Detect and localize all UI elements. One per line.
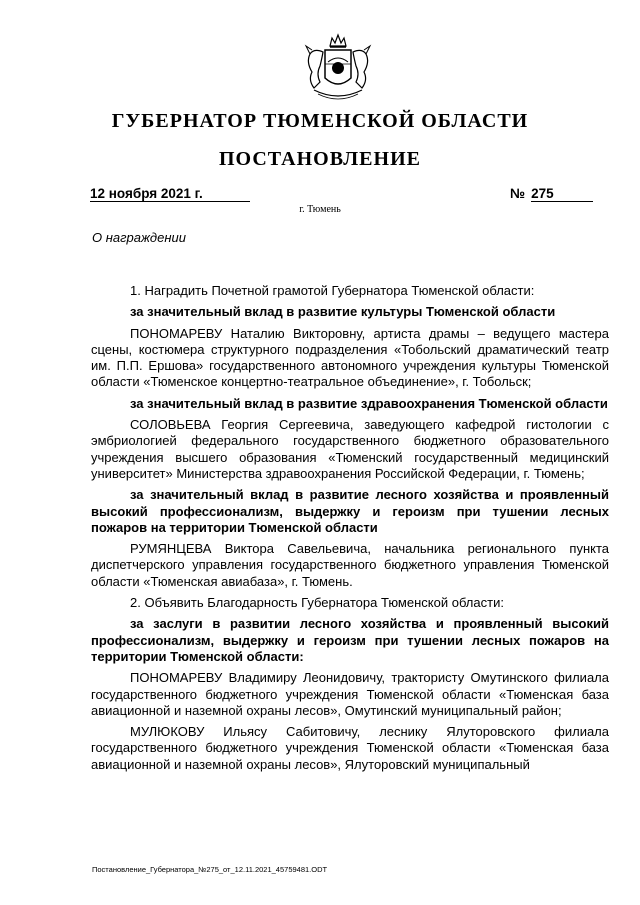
document-type: ПОСТАНОВЛЕНИЕ [219,148,421,170]
document-city: г. Тюмень [299,204,341,215]
award-category-culture: за значительный вклад в развитие культуры Тюменской области [130,304,556,320]
document-body [91,283,609,773]
authority-title: ГУБЕРНАТОР ТЮМЕНСКОЙ ОБЛАСТИ [111,110,529,132]
paragraph-item-1: 1. Наградить Почетной грамотой Губернатора Тюменской области: [130,283,535,298]
number-label: № [510,186,526,201]
award-category-health: за значительный вклад в развитие здравоохранения Тюменской области [130,395,608,411]
awardee-ponomareva: ПОНОМАРЕВУ Наталию Викторовну, артиста драмы – ведущего мастера сцены, костюмера структурного подразделения «Тобольский драматический театр им. П.П. Ершова» государственного автономного учреждения культуры Тюменской области «Тюменское концертно-театральное объединение», г. Тобольск; [91,325,609,390]
gratitude-category-forestry: за заслуги в развитии лесного хозяйства и проявленный высокий профессионализм, выдержку и героизм при тушении лесных пожаров на территории Тюменской области: [91,616,609,664]
paragraph-item-2: 2. Объявить Благодарность Губернатора Тюменской области: [130,595,504,611]
awardee-ponomarev: ПОНОМАРЕВУ Владимиру Леонидовичу, трактористу Омутинского филиала государственного бюджетного учреждения Тюменской области «Тюменская база авиационной и наземной охраны лесов», Омутинский муниципальный район; [91,670,609,718]
number-value: 275 [531,186,593,202]
awardee-rumyantsev: РУМЯНЦЕВА Виктора Савельевича, начальника регионального пункта диспетчерского управления государственного бюджетного управления Тюменской области «Тюменская авиабаза», г. Тюмень. [91,541,609,589]
document-date: 12 ноября 2021 г. [90,186,250,202]
awardee-mulyukov: МУЛЮКОВУ Ильясу Сабитовичу, леснику Ялуторовского филиала государственного бюджетного учреждения Тюменской области «Тюменская база авиационной и наземной охраны лесов», Ялуторовский муниципальный [91,724,609,772]
coat-of-arms-icon [296,32,380,108]
document-number [510,186,604,202]
award-category-forestry: за значительный вклад в развитие лесного хозяйства и проявленный высокий профессионализм, выдержку и героизм при тушении лесных пожаров на территории Тюменской области [91,487,609,535]
document-subject: О награждении [92,230,186,245]
file-name-footer: Постановление_Губернатора_№275_от_12.11.2021_45759481.ODT [92,865,328,874]
awardee-solovyev: СОЛОВЬЕВА Георгия Сергеевича, заведующего кафедрой гистологии с эмбриологией федерального государственного бюджетного образовательного учреждения высшего образования «Тюменский государственный медицинский университет» Министерства здравоохранения Российской Федерации, г. Тюмень; [91,417,609,481]
